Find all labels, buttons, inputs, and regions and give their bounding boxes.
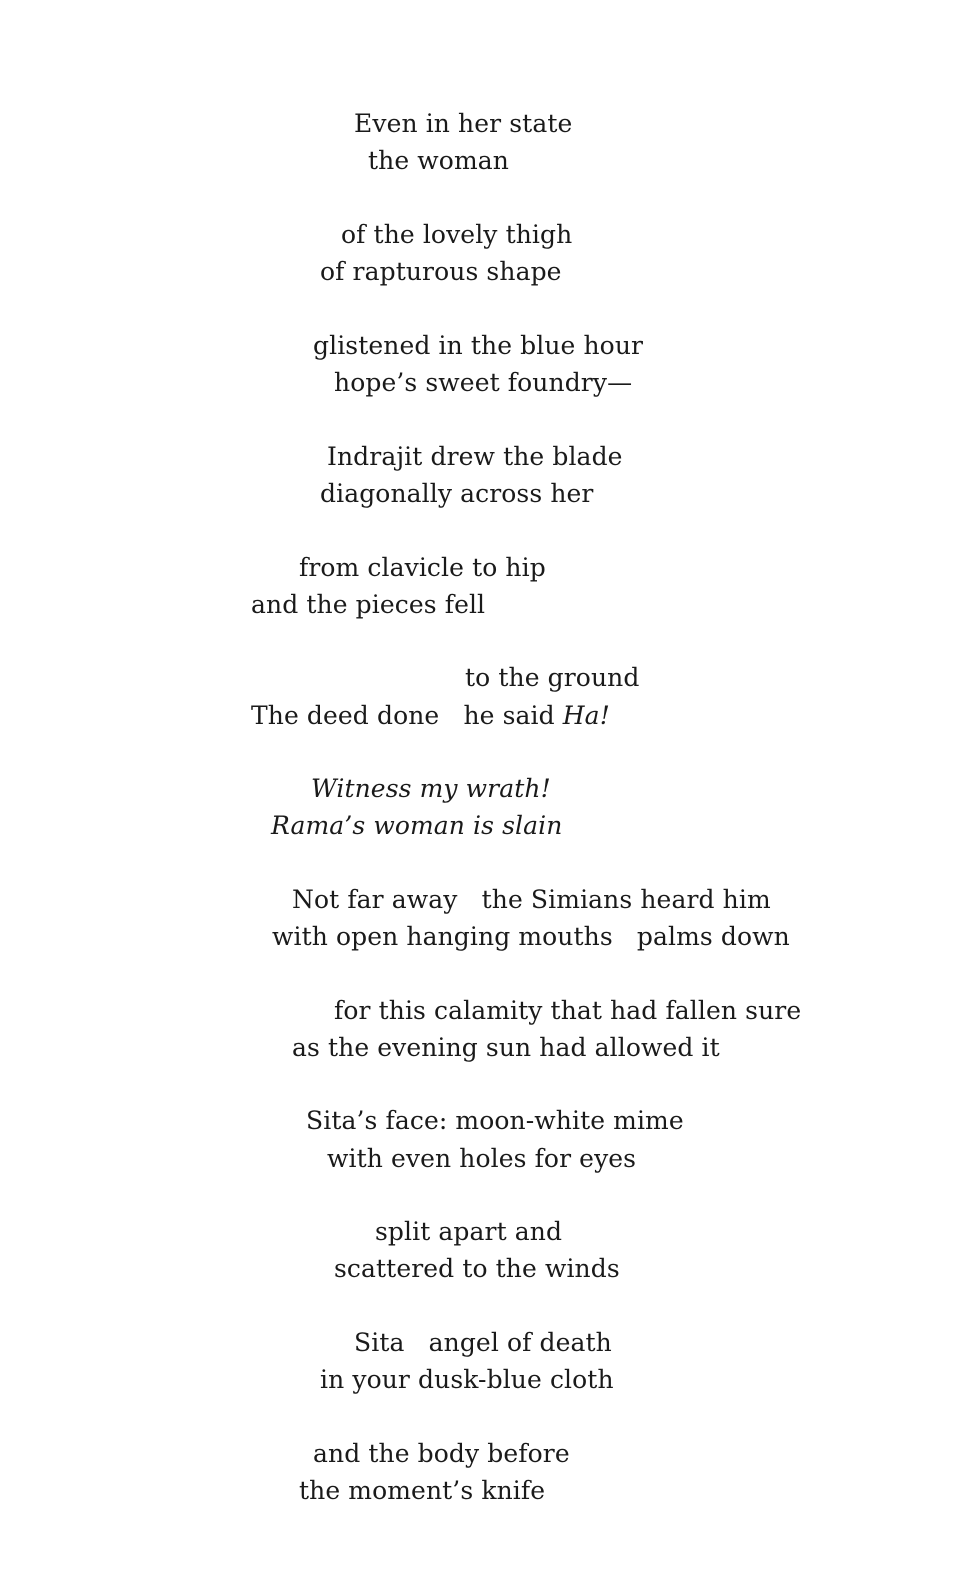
poem-line: and the pieces fell xyxy=(251,590,486,619)
poem-line: glistened in the blue hour xyxy=(313,331,644,360)
poem-line: with even holes for eyes xyxy=(327,1144,637,1173)
poem-line-roman: The deed done he said xyxy=(251,701,563,730)
poem-line: split apart and xyxy=(375,1217,563,1246)
poem-line: for this calamity that had fallen sure xyxy=(334,996,802,1025)
poem-line: and the body before xyxy=(313,1439,570,1468)
poem-line: Witness my wrath! xyxy=(311,774,551,803)
poem-line: scattered to the winds xyxy=(334,1254,620,1283)
poem-line: to the ground xyxy=(465,663,640,692)
poem-line: hope’s sweet foundry— xyxy=(334,368,633,397)
poem-line: as the evening sun had allowed it xyxy=(292,1033,720,1062)
poem-line: diagonally across her xyxy=(320,479,594,508)
poem-line: with open hanging mouths palms down xyxy=(272,922,790,951)
poem-line: Indrajit drew the blade xyxy=(327,442,623,471)
poem-line: Sita angel of death xyxy=(354,1328,612,1357)
poem-line: Rama’s woman is slain xyxy=(271,811,563,840)
poem-line: in your dusk-blue cloth xyxy=(320,1365,614,1394)
poem-line: of the lovely thigh xyxy=(341,220,573,249)
poem-line: Not far away the Simians heard him xyxy=(292,885,771,914)
poem-line xyxy=(251,700,610,732)
poem-line: Sita’s face: moon-white mime xyxy=(306,1106,684,1135)
poem-line: Even in her state xyxy=(354,109,573,138)
poem-line: from clavicle to hip xyxy=(299,553,546,582)
poem-line-italic: Ha! xyxy=(562,701,610,730)
poem-line: of rapturous shape xyxy=(320,257,562,286)
poem-line: the woman xyxy=(368,146,509,175)
poem-line: the moment’s knife xyxy=(299,1476,546,1505)
